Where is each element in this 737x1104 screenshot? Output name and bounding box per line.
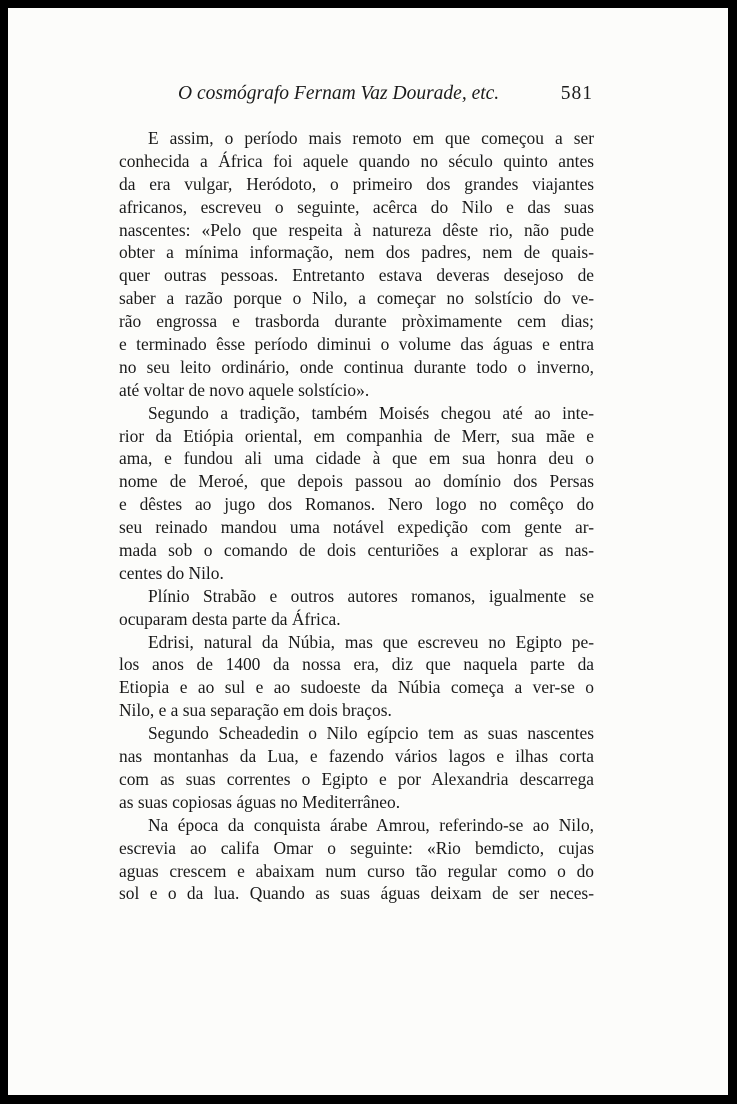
text-line: escrevia ao califa Omar o seguinte: «Rio bemdicto, cujas bbox=[119, 837, 594, 858]
text-line: seu reinado mandou uma notável expedição com gente ar- bbox=[119, 517, 594, 538]
body-text bbox=[119, 127, 594, 905]
text-line: Edrisi, natural da Núbia, mas que escreveu no Egipto pe- bbox=[148, 631, 594, 652]
text-line: mada sob o comando de dois centuriões a explorar as nas- bbox=[119, 540, 594, 561]
text-line: nome de Meroé, que depois passou ao domínio dos Persas bbox=[119, 471, 594, 492]
text-line: ocuparam desta parte da África. bbox=[119, 608, 341, 629]
text-line: e terminado êsse período diminui o volume das águas e entra bbox=[119, 334, 594, 355]
text-line: Plínio Strabão e outros autores romanos, igualmente se bbox=[148, 585, 594, 606]
text-line: até voltar de novo aquele solstício». bbox=[119, 379, 370, 400]
page-header bbox=[118, 83, 593, 113]
text-line: Na época da conquista árabe Amrou, referindo-se ao Nilo, bbox=[148, 814, 594, 835]
text-line: saber a razão porque o Nilo, a começar no solstício do ve- bbox=[119, 288, 594, 309]
text-line: africanos, escreveu o seguinte, acêrca do Nilo e das suas bbox=[119, 196, 594, 217]
text-line: no seu leito ordinário, onde continua durante todo o inverno, bbox=[119, 356, 594, 377]
text-line: Etiopia e ao sul e ao sudoeste da Núbia começa a ver-se o bbox=[119, 677, 594, 698]
text-line: da era vulgar, Heródoto, o primeiro dos grandes viajantes bbox=[119, 173, 594, 194]
text-line: rior da Etiópia oriental, em companhia de Merr, sua mãe e bbox=[119, 425, 594, 446]
text-line: Segundo Scheadedin o Nilo egípcio tem as suas nascentes bbox=[148, 723, 594, 744]
text-line: rão engrossa e trasborda durante pròximamente cem dias; bbox=[119, 311, 594, 332]
text-line: centes do Nilo. bbox=[119, 562, 224, 583]
text-line: aguas crescem e abaixam num curso tão regular como o do bbox=[119, 860, 594, 881]
text-line: conhecida a África foi aquele quando no século quinto antes bbox=[119, 150, 594, 171]
text-line: nas montanhas da Lua, e fazendo vários lagos e ilhas corta bbox=[119, 746, 594, 767]
text-line: com as suas correntes o Egipto e por Alexandria descarrega bbox=[119, 768, 594, 789]
text-line: E assim, o período mais remoto em que começou a ser bbox=[148, 128, 594, 148]
text-line: los anos de 1400 da nossa era, diz que naquela parte da bbox=[119, 654, 594, 675]
text-line: e dêstes ao jugo dos Romanos. Nero logo no comêço do bbox=[119, 494, 594, 515]
text-line: Nilo, e a sua separação em dois braços. bbox=[119, 700, 392, 721]
text-line: nascentes: «Pelo que respeita à natureza dêste rio, não pude bbox=[119, 219, 594, 240]
running-title: O cosmógrafo Fernam Vaz Dourade, etc. bbox=[178, 83, 500, 104]
page-number: 581 bbox=[560, 83, 593, 104]
text-line: Segundo a tradição, também Moisés chegou até ao inte- bbox=[148, 402, 594, 423]
text-line: quer outras pessoas. Entretanto estava deveras desejoso de bbox=[119, 265, 594, 286]
text-line: as suas copiosas águas no Mediterrâneo. bbox=[119, 791, 401, 812]
text-line: ama, e fundou ali uma cidade à que em sua honra deu o bbox=[119, 448, 594, 469]
text-line: sol e o da lua. Quando as suas águas deixam de ser neces- bbox=[119, 883, 594, 904]
book-page bbox=[8, 8, 728, 1095]
text-line: obter a mínima informação, nem dos padres, nem de quais- bbox=[119, 242, 594, 263]
